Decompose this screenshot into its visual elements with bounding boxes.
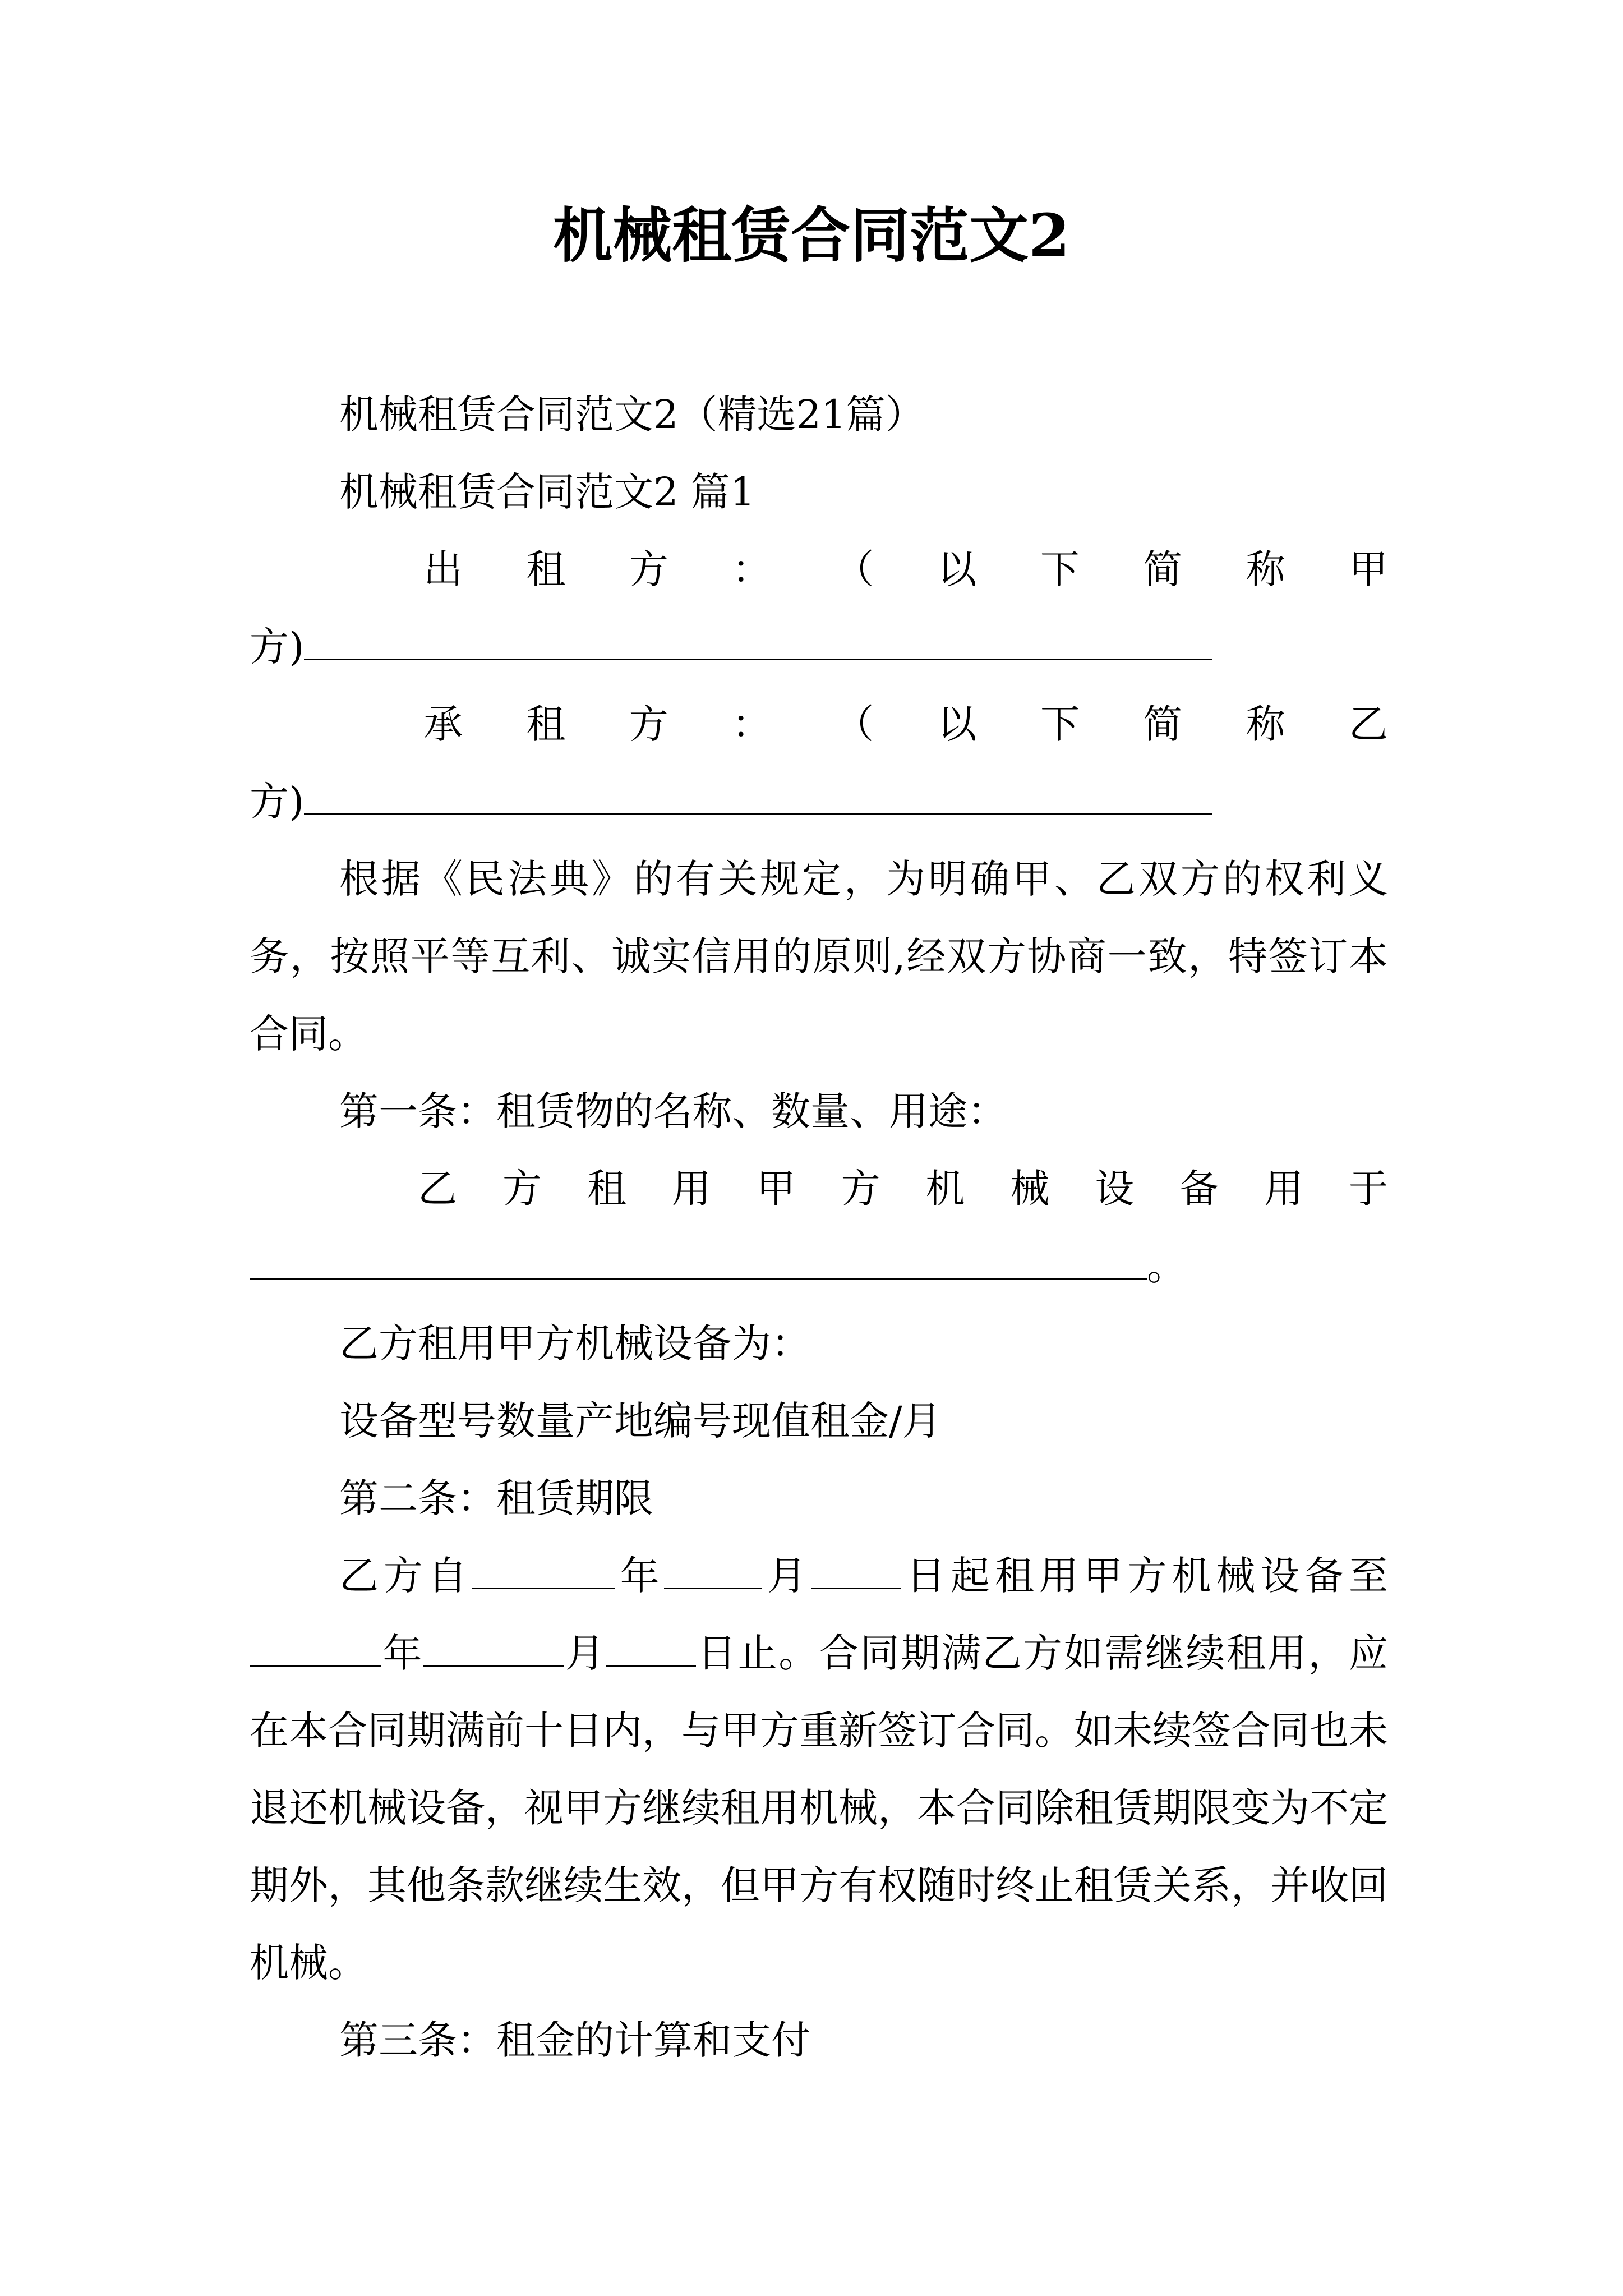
article1-use-line	[250, 1150, 1388, 1227]
use-char: 械	[1010, 1166, 1050, 1212]
lessor-blank	[304, 627, 1212, 660]
lessor-char: 出	[423, 546, 463, 592]
lessor-blank-line	[250, 608, 1388, 685]
intro-paragraph: 根据《民法典》的有关规定，为明确甲、乙双方的权利义务，按照平等互利、诚实信用的原则,经双方协商一致，特签订本合同。	[250, 856, 1388, 1057]
lessor-char: 称	[1246, 546, 1285, 592]
lessor-char: 以	[937, 546, 977, 592]
start-month-blank	[664, 1556, 762, 1589]
use-char: 租	[587, 1166, 626, 1212]
lessee-char: 称	[1246, 701, 1285, 747]
use-char: 备	[1179, 1166, 1219, 1212]
article2-paragraph	[250, 1537, 1388, 2001]
article1-title: 第一条：租赁物的名称、数量、用途：	[339, 1088, 1007, 1134]
article2-day-start: 日起租用甲方机械设备至	[901, 1553, 1389, 1599]
document-title: 机械租赁合同范文2	[553, 200, 1070, 270]
use-char: 用	[1264, 1166, 1304, 1212]
lessee-char: 以	[937, 701, 977, 747]
article1-use-blank-line	[250, 1227, 1388, 1305]
start-day-blank	[811, 1556, 901, 1589]
lessor-char: 下	[1040, 546, 1080, 592]
lessor-char: 方	[629, 546, 668, 592]
article2-year2: 年	[381, 1630, 424, 1676]
article1-equipment: 乙方租用甲方机械设备为：	[339, 1320, 810, 1366]
use-char: 用	[671, 1166, 711, 1212]
document-subtitle: 机械租赁合同范文2（精选21篇）	[339, 392, 925, 438]
use-char: 甲	[756, 1166, 796, 1212]
section-heading: 机械租赁合同范文2 篇1	[339, 469, 755, 515]
use-char: 设	[1095, 1166, 1135, 1212]
start-year-blank	[472, 1556, 615, 1589]
document-body	[250, 376, 1388, 2079]
lessee-char: 租	[526, 701, 566, 747]
article3-title: 第三条：租金的计算和支付	[339, 2017, 810, 2063]
end-day-blank	[606, 1634, 696, 1667]
lessee-char: 下	[1040, 701, 1080, 747]
article2-from: 乙方自	[339, 1553, 472, 1599]
use-blank	[250, 1246, 1147, 1280]
lessee-char: 乙	[1348, 701, 1388, 747]
lessor-char: 甲	[1348, 546, 1388, 592]
article2-end-rest: 日止。合同期满乙方如需继续租用，应在本合同期满前十日内，与甲方重新签订合同。如未续签合同也未退还机械设备，视甲方继续租用机械，本合同除租赁期限变为不定期外，其他条款继续生效，但甲方有权随时终止租赁关系，并收回机械。	[250, 1630, 1389, 1986]
use-char: 机	[925, 1166, 965, 1212]
lessee-char: 方	[629, 701, 668, 747]
lessee-char: （	[834, 701, 874, 747]
lessee-char: ：	[731, 701, 771, 747]
lessee-blank-line	[250, 763, 1388, 840]
lessee-blank	[304, 782, 1212, 815]
lessee-char: 承	[423, 701, 463, 747]
article2-year: 年	[615, 1553, 665, 1599]
lessor-char: ：	[731, 546, 771, 592]
lessor-char: 简	[1143, 546, 1183, 592]
use-char: 于	[1348, 1166, 1388, 1212]
use-end: 。	[1147, 1243, 1186, 1289]
use-char: 方	[841, 1166, 880, 1212]
lessor-char: 租	[526, 546, 566, 592]
end-year-blank	[250, 1634, 381, 1667]
article2-title: 第二条：租赁期限	[339, 1475, 653, 1521]
article2-month: 月	[762, 1553, 812, 1599]
lessor-line	[250, 531, 1388, 608]
lessor-char: （	[834, 546, 874, 592]
lessor-tail: 方)	[250, 624, 305, 670]
lessee-line	[250, 685, 1388, 763]
use-char: 方	[502, 1166, 542, 1212]
end-month-blank	[423, 1634, 564, 1667]
lessee-char: 简	[1143, 701, 1183, 747]
use-char: 乙	[418, 1166, 457, 1212]
article2-month2: 月	[564, 1630, 606, 1676]
article1-columns: 设备型号数量产地编号现值租金/月	[339, 1398, 942, 1444]
lessee-tail: 方)	[250, 779, 305, 825]
